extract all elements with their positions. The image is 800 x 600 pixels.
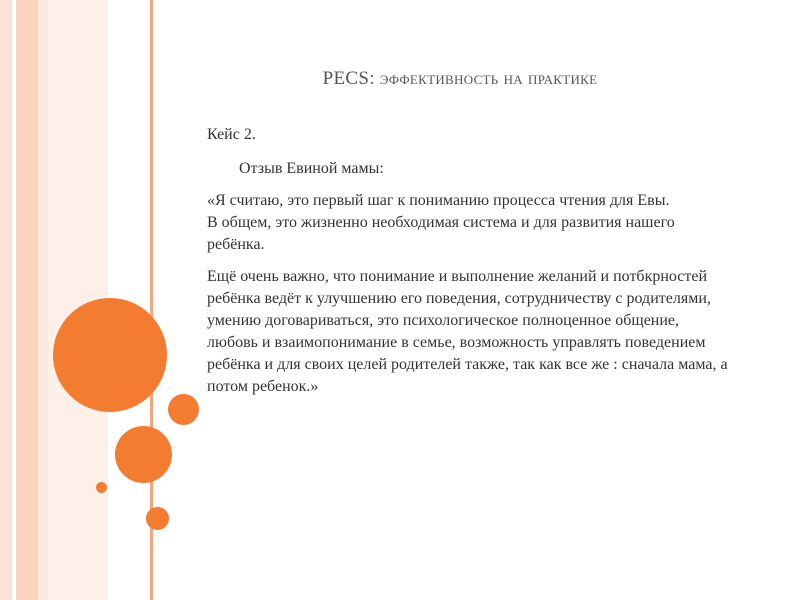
case-label: Кейс 2. (207, 126, 256, 143)
decor-stripe-soft (38, 0, 48, 600)
quote-line-1: «Я считаю, это первый шаг к пониманию процесса чтения для Евы. (207, 192, 670, 209)
decor-circle-small-right (168, 394, 199, 425)
quote-paragraph (207, 190, 732, 256)
slide-body (207, 124, 732, 398)
paragraph-2: Ещё очень важно, что понимание и выполнение желаний и потбкрностей ребёнка ведёт к улучшению его поведения, сотрудничеству с родителями, умению договариваться, это психологическое полноценное общение, любовь и взаимопонимание в семье, возможность управлять поведением ребёнка и для своих целей родителей также, так как все же : сначала мама, а потом ребенок.» (207, 268, 728, 395)
decor-stripe-light (0, 0, 12, 600)
decor-stripe-mid (16, 0, 38, 600)
slide-title: PECS: эффективность на практике (322, 68, 598, 89)
review-heading: Отзыв Евиной мамы: (239, 160, 384, 177)
decor-circle-small-bottom (146, 507, 169, 530)
decor-circle-tiny (96, 482, 107, 493)
decor-circle-medium (115, 426, 172, 483)
quote-line-2: В общем, это жизненно необходимая система и для развития нашего ребёнка. (207, 214, 675, 253)
decor-circle-large (53, 298, 167, 412)
